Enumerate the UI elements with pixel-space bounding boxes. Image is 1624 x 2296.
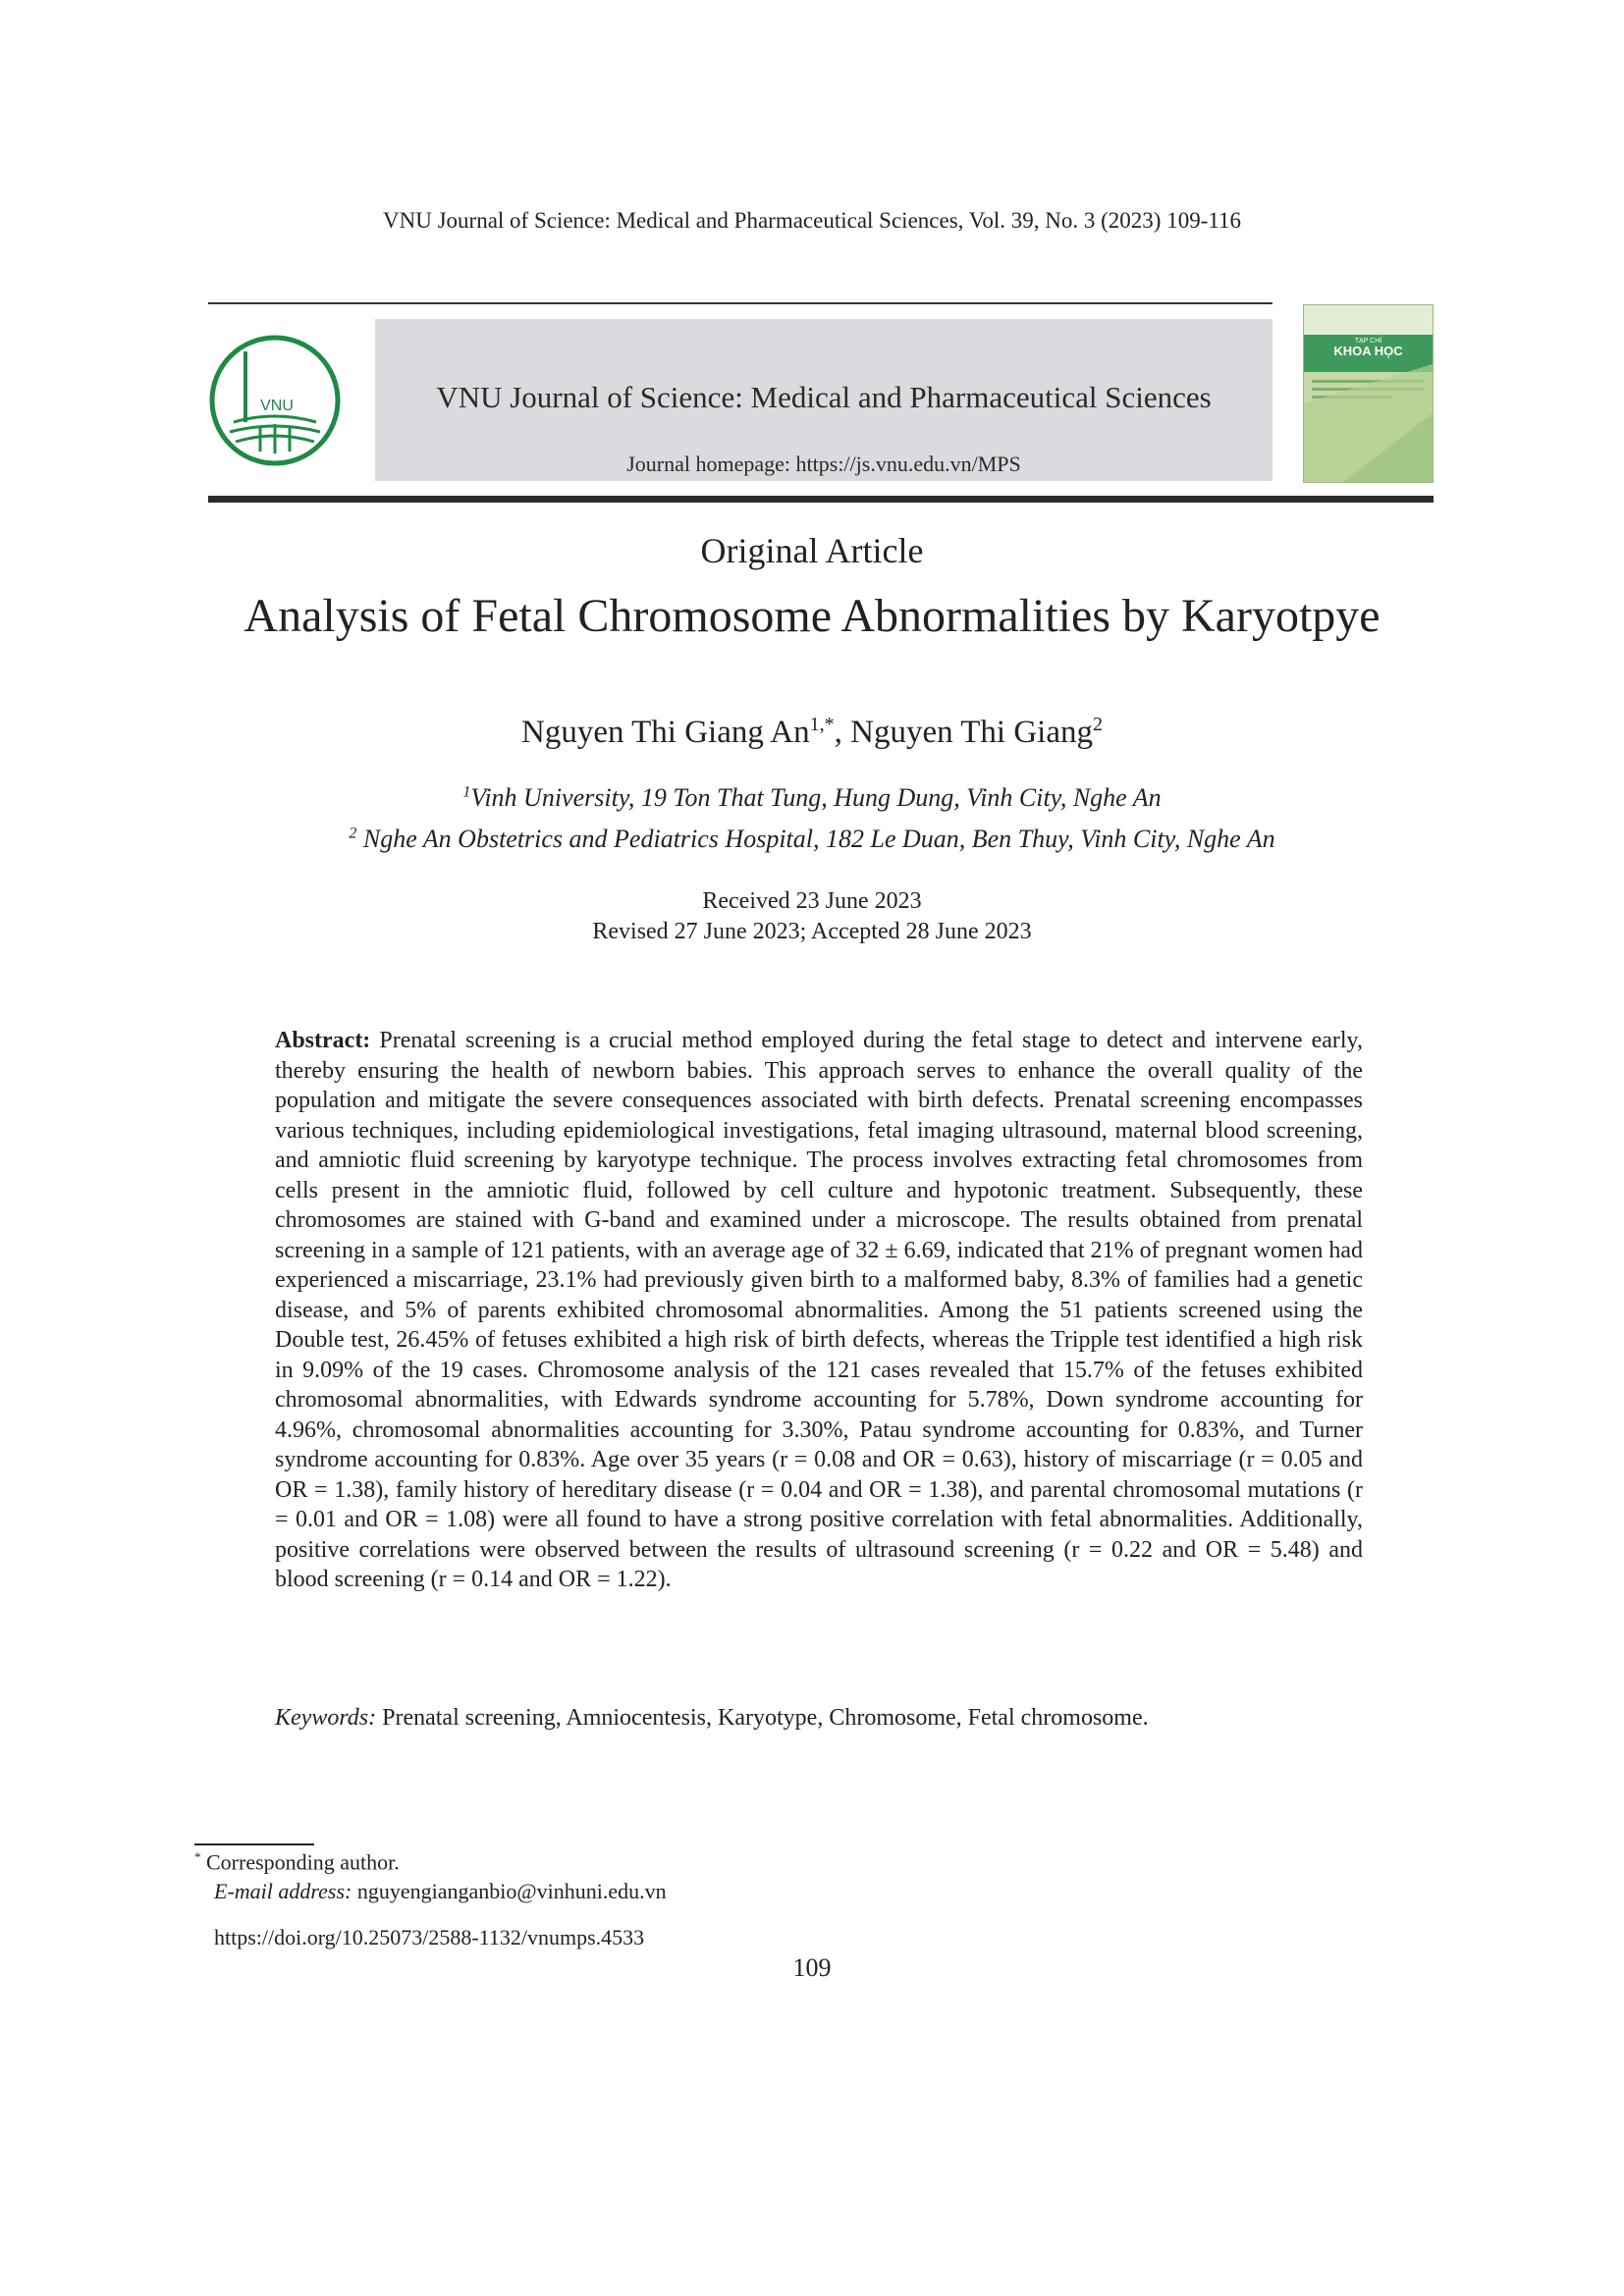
affiliation-1 xyxy=(0,783,1624,813)
page-number: 109 xyxy=(792,1953,832,1982)
footnote-marker: * xyxy=(194,1849,201,1864)
journal-homepage[interactable]: Journal homepage: https://js.vnu.edu.vn/MPS xyxy=(626,452,1021,476)
author-name: Nguyen Thi Giang An xyxy=(521,715,810,750)
cover-title: KHOA HỌC xyxy=(1333,344,1403,358)
affiliation-text: Vinh University, 19 Ton That Tung, Hung Dung, Vinh City, Nghe An xyxy=(470,783,1162,812)
logo-text: VNU xyxy=(260,398,294,414)
footnote-corresponding-text: Corresponding author. xyxy=(200,1849,400,1875)
vnu-logo-icon xyxy=(206,332,344,469)
journal-name: VNU Journal of Science: Medical and Pharmaceutical Sciences xyxy=(436,380,1212,414)
footnote-email xyxy=(214,1879,667,1904)
doi-link[interactable]: https://doi.org/10.25073/2588-1132/vnumps.4533 xyxy=(214,1925,645,1949)
header-rule-bottom xyxy=(208,496,1434,503)
journal-cover-thumbnail xyxy=(1303,304,1434,483)
revised-accepted-date: Revised 27 June 2023; Accepted 28 June 2023 xyxy=(592,919,1032,944)
affiliation-marker: 1 xyxy=(462,783,471,801)
abstract xyxy=(275,1026,1363,1595)
author-separator: , xyxy=(834,715,851,750)
cover-small-text: TẠP CHÍ xyxy=(1354,338,1382,345)
affiliation-2 xyxy=(0,825,1624,854)
email-address[interactable]: nguyengianganbio@vinhuni.edu.vn xyxy=(352,1879,667,1903)
affiliation-marker: 2 xyxy=(349,825,357,842)
abstract-label: Abstract: xyxy=(275,1028,371,1053)
footnote-corresponding xyxy=(194,1849,400,1875)
author-affil-marker: 2 xyxy=(1092,714,1103,735)
keywords-label: Keywords: xyxy=(275,1705,377,1731)
author-affil-marker: 1,* xyxy=(809,714,835,735)
abstract-text: Prenatal screening is a crucial method employed during the fetal stage to detect and intervene early, thereby ensuring the health of newborn babies. This approach serves to enhance the overall quality of the population and mitigate the severe consequences associated with birth defects. Prenatal screening encompasses various techniques, including epidemiological investigations, fetal imaging ultrasound, maternal blood screening, and amniotic fluid screening by karyotype technique. The process involves extracting fetal chromosomes from cells present in the amniotic fluid, followed by cell culture and hypotonic treatment. Subsequently, these chromosomes are stained with G-band and examined under a microscope. The results obtained from prenatal screening in a sample of 121 patients, with an average age of 32 ± 6.69, indicated that 21% of pregnant women had experienced a miscarriage, 23.1% had previously given birth to a malformed baby, 8.3% of families had a genetic disease, and 5% of parents exhibited chromosomal abnormalities. Among the 51 patients screened using the Double test, 26.45% of fetuses exhibited a high risk of birth defects, whereas the Tripple test identified a high risk in 9.09% of the 19 cases. Chromosome analysis of the 121 cases revealed that 15.7% of the fetuses exhibited chromosomal abnormalities, with Edwards syndrome accounting for 5.78%, Down syndrome accounting for 4.96%, chromosomal abnormalities accounting for 3.30%, Patau syndrome accounting for 0.83%, and Turner syndrome accounting for 0.83%. Age over 35 years (r = 0.08 and OR = 0.63), history of miscarriage (r = 0.05 and OR = 1.38), family history of hereditary disease (r = 0.04 and OR = 1.38), and parental chromosomal mutations (r = 0.01 and OR = 1.08) were all found to have a strong positive correlation with fetal abnormalities. Additionally, positive correlations were observed between the results of ultrasound screening (r = 0.22 and OR = 5.48) and blood screening (r = 0.14 and OR = 1.22). xyxy=(275,1028,1364,1592)
footnote-rule xyxy=(194,1843,314,1845)
keywords-text: Prenatal screening, Amniocentesis, Karyotype, Chromosome, Fetal chromosome. xyxy=(376,1705,1149,1731)
article-type: Original Article xyxy=(700,531,924,570)
author-name: Nguyen Thi Giang xyxy=(850,715,1093,750)
author-list xyxy=(0,714,1624,751)
journal-banner xyxy=(375,319,1272,481)
received-date: Received 23 June 2023 xyxy=(702,888,922,914)
affiliation-text: Nghe An Obstetrics and Pediatrics Hospital, 182 Le Duan, Ben Thuy, Vinh City, Nghe An xyxy=(356,825,1275,853)
cover-pattern xyxy=(1304,305,1433,482)
vnu-logo xyxy=(206,332,344,469)
article-title: Analysis of Fetal Chromosome Abnormalities by Karyotpye xyxy=(244,590,1380,642)
running-head: VNU Journal of Science: Medical and Pharmaceutical Sciences, Vol. 39, No. 3 (2023) 109-116 xyxy=(383,208,1241,233)
header-rule-top xyxy=(208,302,1272,304)
keywords xyxy=(275,1703,1363,1733)
email-label: E-mail address: xyxy=(214,1879,352,1903)
